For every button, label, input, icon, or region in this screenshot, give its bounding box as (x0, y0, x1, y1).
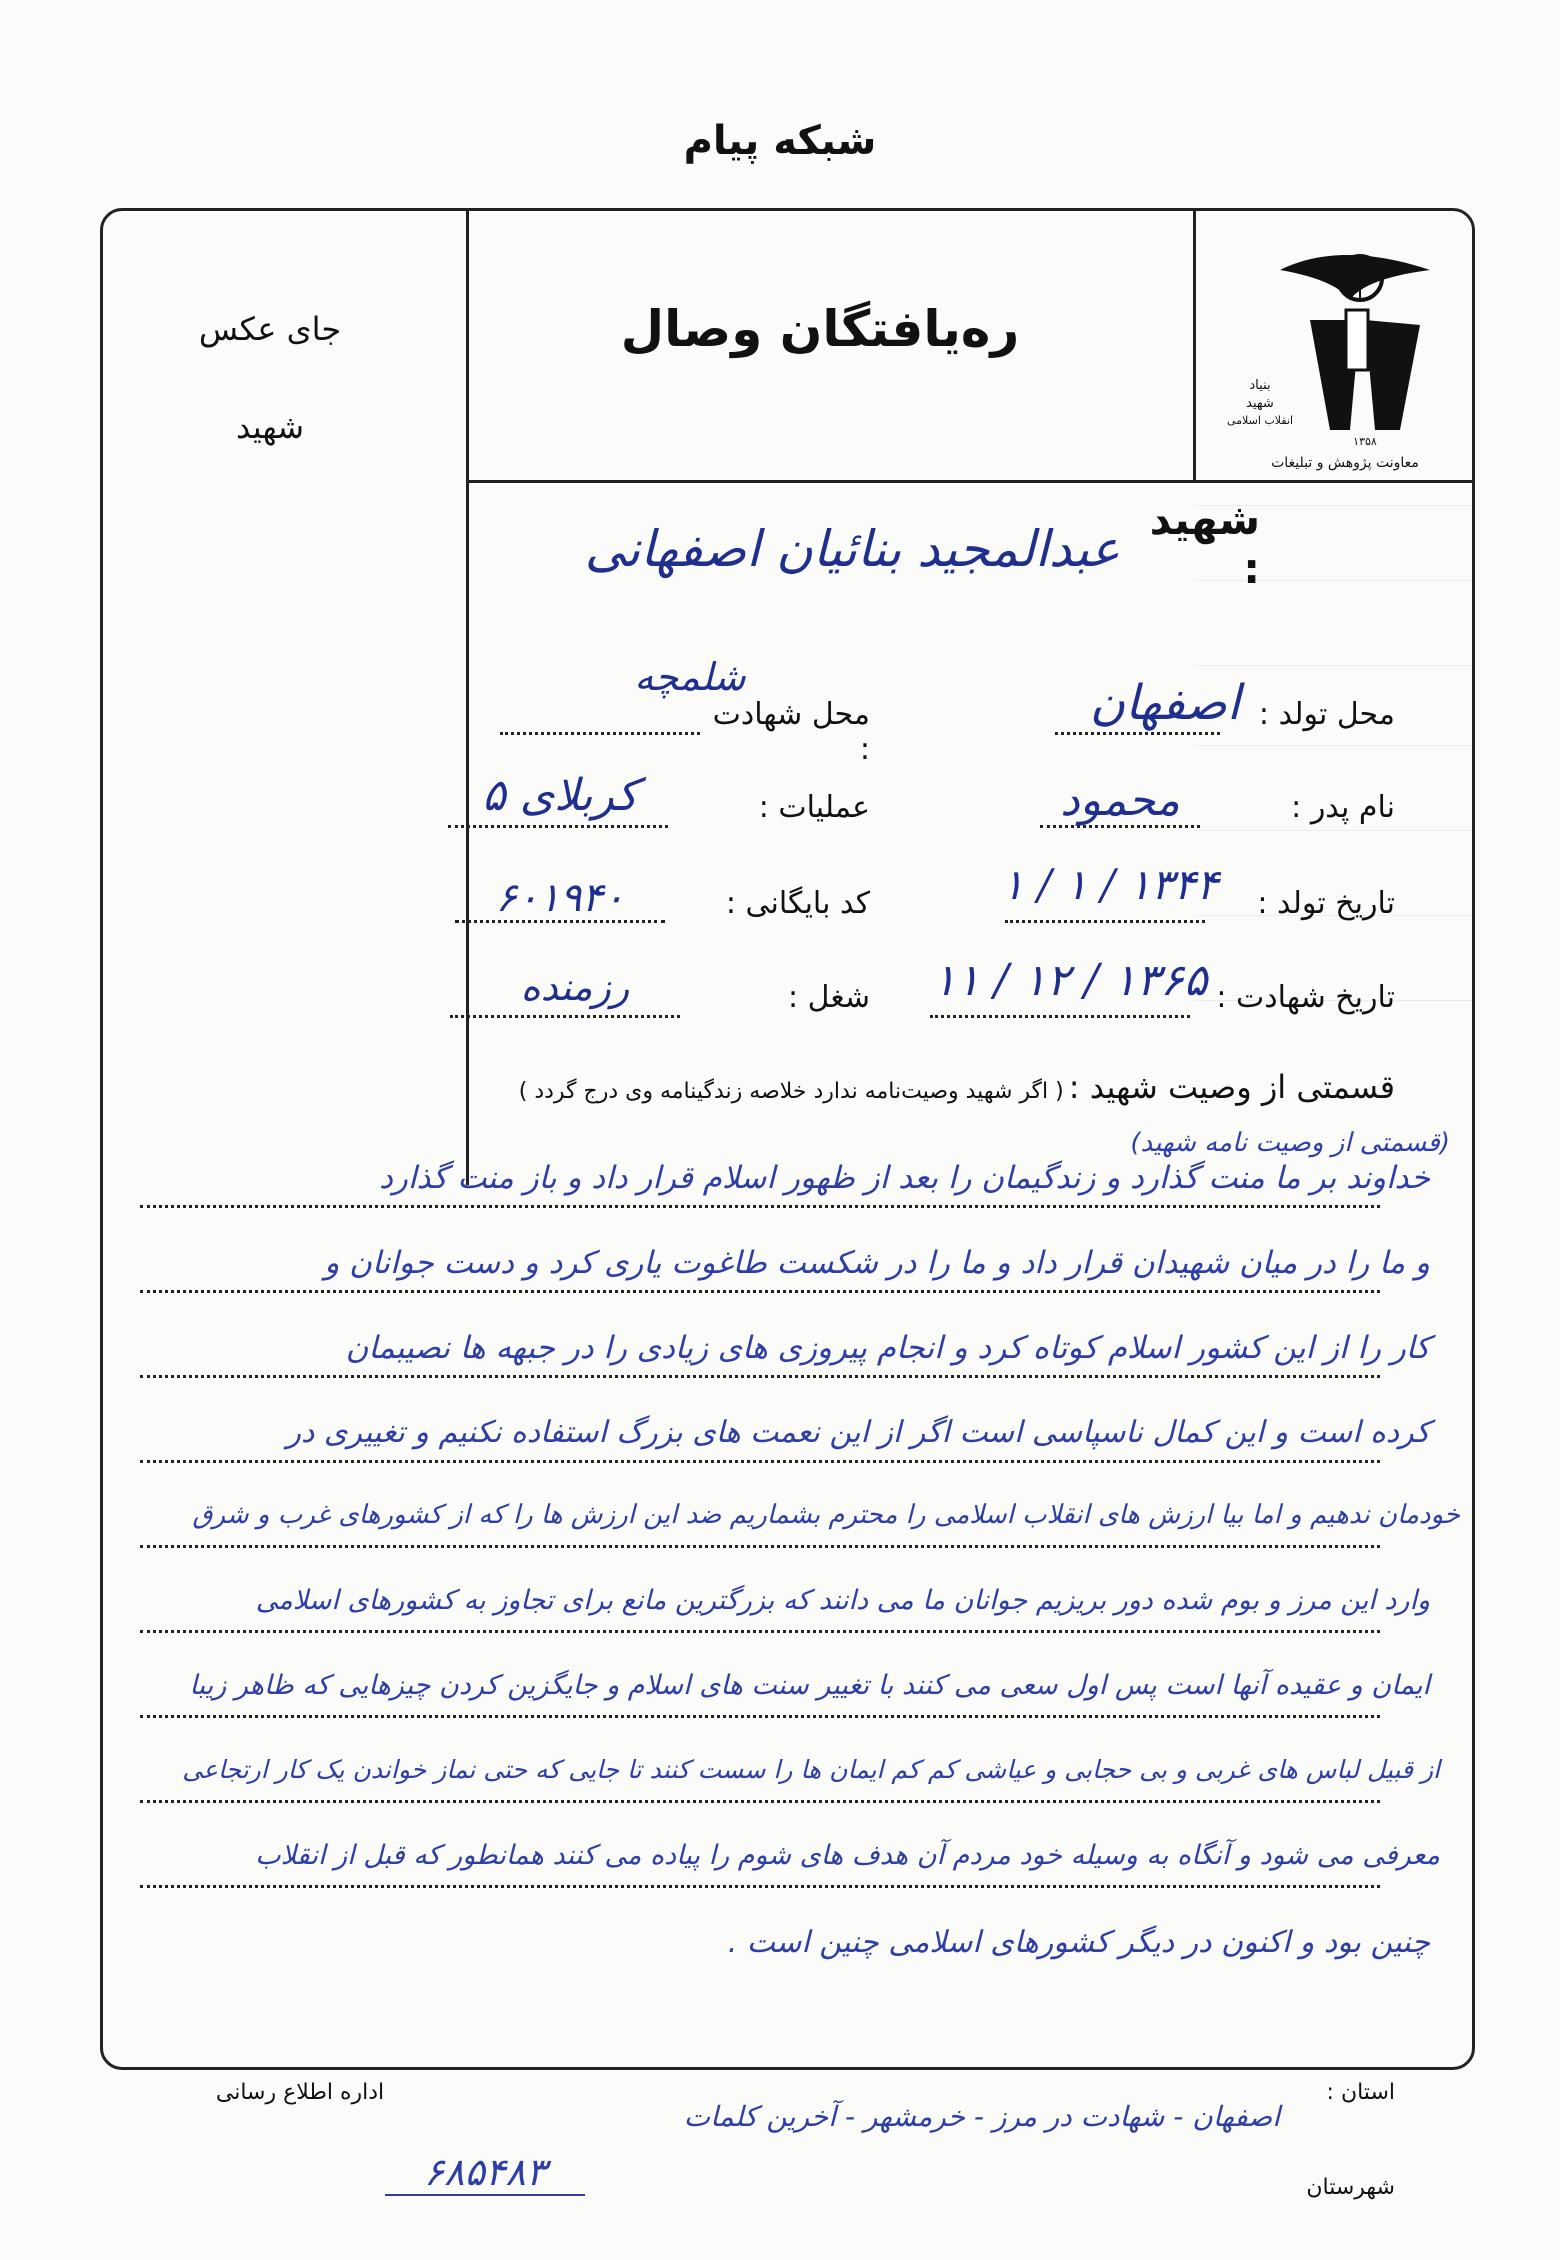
birth-date-label: تاریخ تولد : (1257, 886, 1395, 921)
martyr-label: شهید : (1149, 495, 1260, 593)
operation-value: کربلای ۵ (482, 770, 638, 821)
will-heading (400, 1068, 1395, 1106)
photo-placeholder-label: جای عکس (198, 310, 342, 348)
will-line: و ما را در میان شهیدان قرار داد و ما را در شکست طاغوت یاری کرد و دست جوانان و (324, 1245, 1430, 1281)
network-name: شبکه پیام (683, 118, 877, 164)
header-divider-right (1193, 210, 1196, 482)
death-place-value: شلمچه (634, 655, 746, 699)
death-date-line (930, 1015, 1190, 1018)
birth-date-line (1005, 920, 1205, 923)
job-line (450, 1015, 680, 1018)
job-label: شغل : (788, 980, 870, 1015)
will-line: وارد این مرز و بوم شده دور بریزیم جوانان ما می دانند که بزرگترین مانع برای تجاوز به کشورهای اسلامی (255, 1585, 1430, 1616)
will-line: خداوند بر ما منت گذارد و زندگیمان را بعد از ظهور اسلام قرار داد و باز منت گذارد (379, 1160, 1430, 1196)
will-line: خودمان ندهیم و اما بیا ارزش های انقلاب اسلامی را محترم بشماریم ضد این ارزش ها را که از کشورهای غرب و شرق (192, 1500, 1460, 1530)
will-heading-label: قسمتی از وصیت شهید : (1068, 1068, 1395, 1106)
job-value: رزمنده (520, 965, 630, 1009)
birth-place-line (1055, 732, 1220, 735)
father-value: محمود (1060, 775, 1180, 826)
logo-year: ۱۳۵۸ (1353, 435, 1377, 448)
logo (1225, 230, 1455, 480)
will-side-note: (قسمتی از وصیت نامه شهید) (1130, 1128, 1450, 1158)
photo-placeholder-sublabel: شهید (235, 408, 304, 446)
operation-label: عملیات : (758, 790, 870, 825)
martyr-name: عبدالمجید بنائیان اصفهانی (584, 520, 1120, 578)
death-place-label: محل شهادت : (712, 697, 870, 767)
province-label: استان : (1326, 2080, 1395, 2105)
father-label: نام پدر : (1291, 790, 1395, 825)
header-divider-left (466, 210, 469, 1185)
logo-org-line-1: بنیاد (1249, 378, 1271, 393)
operation-line (448, 825, 668, 828)
will-line: از قبیل لباس های غربی و بی حجابی و عیاشی کم کم ایمان ها را سست کنند تا جایی که حتی نماز خواندن یک کار ارتجاعی (182, 1755, 1440, 1784)
header-bottom-rule (466, 480, 1474, 483)
birth-place-value: اصفهان (1089, 675, 1241, 731)
archive-code-label: کد بایگانی : (725, 886, 870, 921)
death-place-line (500, 732, 700, 735)
birth-date-value: ۱۳۴۴ / ۱ / ۱ (1001, 860, 1219, 909)
will-heading-note: ( اگر شهید وصیت‌نامه ندارد خلاصه زندگینامه وی درج گردد ) (518, 1079, 1064, 1104)
footer-code: ۶۸۵۴۸۳ (385, 2150, 585, 2196)
form-title: ره‌یافتگان وصال (620, 300, 1020, 358)
will-body (80, 1150, 1470, 2070)
logo-org-line-3: انقلاب اسلامی (1227, 414, 1293, 427)
footer-dept: اداره اطلاع رسانی (215, 2080, 385, 2105)
will-line: کرده است و این کمال ناسپاسی است اگر از این نعمت های بزرگ استفاده نکنیم و تغییری در (286, 1415, 1430, 1450)
will-line: معرفی می شود و آنگاه به وسیله خود مردم آن هدف های شوم را پیاده می کنند همانطور که قبل از انقلاب (255, 1840, 1440, 1871)
birth-place-label: محل تولد : (1258, 697, 1395, 732)
logo-dept: معاونت پژوهش و تبلیغات (1271, 455, 1419, 471)
archive-code-value: ۶۰۱۹۴۰ (495, 875, 625, 921)
will-line: چنین بود و اکنون در دیگر کشورهای اسلامی چنین است . (727, 1925, 1430, 1960)
city-label: شهرستان (1306, 2175, 1395, 2200)
logo-org-line-2: شهید (1246, 396, 1274, 411)
death-date-value: ۱۳۶۵ / ۱۲ / ۱۱ (932, 955, 1208, 1006)
will-line: ایمان و عقیده آنها است پس اول سعی می کنند با تغییر سنت های اسلام و جایگزین کردن چیزهایی که ظاهر زیبا (189, 1670, 1430, 1701)
province-value: اصفهان - شهادت در مرز - خرمشهر - آخرین کلمات (683, 2100, 1280, 2133)
death-date-label: تاریخ شهادت : (1216, 980, 1395, 1015)
will-line: کار را از این کشور اسلام کوتاه کرد و انجام پیروزی های زیادی را در جبهه ها نصیبمان (345, 1330, 1430, 1366)
